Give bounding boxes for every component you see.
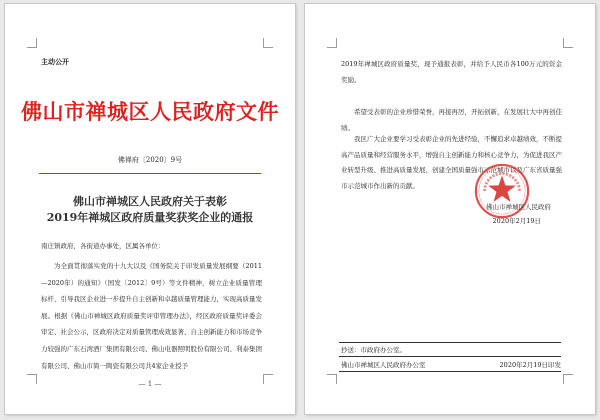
issuing-office: 佛山市禅城区人民政府办公室	[341, 361, 426, 369]
corner-mark	[327, 374, 337, 384]
document-title-line-2: 2019年禅城区政府质量奖获奖企业的通报	[46, 211, 254, 224]
print-date: 2020年2月19日印发	[499, 361, 561, 369]
issuing-authority: 佛山市禅城区人民政府	[486, 203, 551, 211]
document-page-1	[5, 4, 295, 414]
signature-date: 2020年2月19日	[492, 217, 541, 225]
document-number: 佛禅府〔2020〕9号	[117, 156, 183, 164]
document-header: 佛山市禅城区人民政府文件	[21, 99, 279, 124]
cc-line: 抄送：市政府办公室。	[341, 346, 406, 354]
body-paragraph: 为全面贯彻落实党的十九大以及《国务院关于印发质量发展纲要（2011—2020年）的通知》（国发〔2012〕9号）等文件精神，树立企业质量管理标杆，引导我区企业进一步提升自主创新和卓越质量管理能力，实现高质量发展。根据《佛山市禅城区政府质量奖评审管理办法》，经区政府质量奖评委会审定、社会公示，区政府决定对质量管理成效显著、自主创新能力和市场竞争力较强的广东石湾酒厂集团有限公司、佛山电器照明股份有限公司、利泰集团有限公司、佛山市简一陶瓷有限公司共4家企业授予	[41, 262, 262, 370]
official-seal-icon	[473, 162, 531, 220]
corner-mark	[563, 374, 573, 384]
encouragement-paragraph: 希望受表彰的企业珍惜荣誉，再接再厉，开拓创新，在发展壮大中再创佳绩。	[341, 108, 562, 132]
corner-mark	[27, 38, 37, 48]
corner-mark	[263, 38, 273, 48]
continuation-paragraph: 2019年禅城区政府质量奖，现予通报表彰，并给予人民币各100万元的资金奖励。	[341, 60, 562, 84]
corner-mark	[327, 38, 337, 48]
header-red-rule	[39, 173, 261, 174]
footer-rule	[339, 342, 561, 343]
corner-mark	[563, 38, 573, 48]
document-page-2	[305, 4, 595, 414]
disclosure-label: 主动公开	[41, 58, 69, 66]
call-to-action-paragraph: 我区广大企业要学习受表彰企业的先进经验，不懈追求卓越绩效，不断提高产品质量和经营服务水平，增强自主创新能力和核心竞争力，为促进我区产业转型升级、推进高质量发展、创建全国质量强市示范城市以及广东省质量强市示范城市作出新的贡献。	[341, 135, 562, 190]
salutation: 南庄镇政府，各街道办事处，区属各单位：	[41, 242, 165, 250]
document-title-line-1: 佛山市禅城区人民政府关于表彰	[73, 195, 227, 208]
footer-rule	[339, 371, 561, 372]
page-number: — 1 —	[138, 380, 162, 388]
footer-rule	[339, 356, 561, 357]
